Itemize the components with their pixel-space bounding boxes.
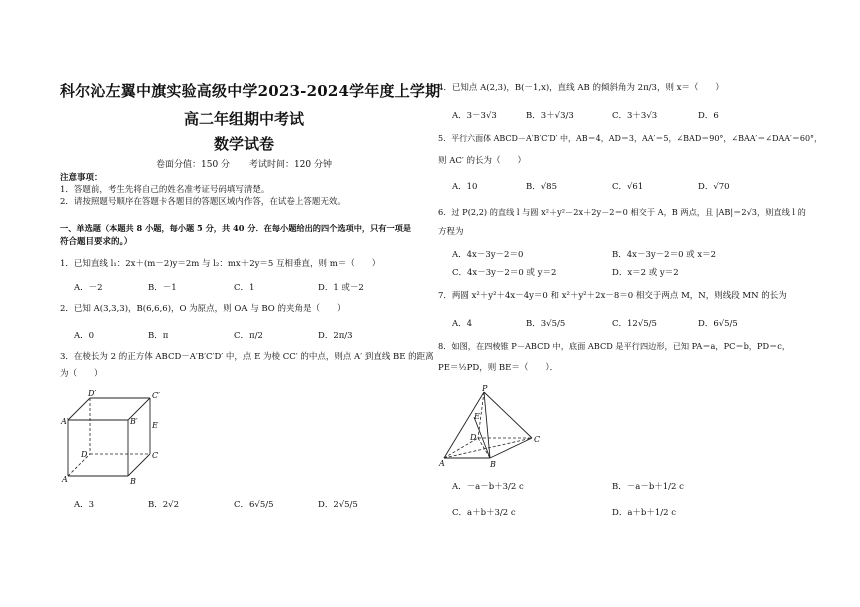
question-3-stem-cont: 为（ ） [60,369,103,379]
q8-option-d: D．a＋b＋1/2 c [612,508,676,518]
svg-text:P: P [482,384,488,393]
svg-text:C: C [152,451,159,460]
svg-text:B: B [490,460,496,469]
notice-heading: 注意事项： [60,173,103,183]
q3-option-a: A．3 [74,500,95,510]
svg-text:C′: C′ [152,391,160,400]
question-4-stem: 4．已知点 A(2,3)，B(－1,x)，直线 AB 的倾斜角为 2π/3，则 x＝（ ） [438,83,724,93]
question-8-stem: 8．如图，在四棱锥 P－ABCD 中，底面 ABCD 是平行四边形，已知 PA＝a，PC＝b，PD＝c， [438,341,791,351]
q4-option-a: A．3－3√3 [452,111,497,121]
section-heading-cont: 符合题目要求的。） [60,237,133,247]
question-1-stem: 1．已知直线 l₁：2x＋(m－2)y＝2m 与 l₂：mx＋2y＝5 互相垂直，则 m＝（ ） [60,259,381,269]
q1-option-c: C．1 [234,283,255,293]
q6-option-b: B．4x－3y－2＝0 或 x＝2 [612,250,717,260]
svg-text:D: D [81,450,88,459]
time-info: 考试时间：120 分钟 [248,160,332,170]
q7-option-d: D．6√5/5 [698,319,738,329]
question-7-stem: 7．两圆 x²＋y²＋4x－4y＝0 和 x²＋y²＋2x－8＝0 相交于两点 M，N，则线段 MN 的长为 [438,291,787,301]
q3-option-b: B．2√2 [148,500,179,510]
q8-option-c: C．a＋b＋3/2 c [452,508,516,518]
pyramid-figure [438,384,550,470]
q8-option-a: A．－a－b＋3/2 c [452,482,524,492]
question-6-stem: 6．过 P(2,2) 的直线 l 与圆 x²＋y²－2x＋2y－2＝0 相交于 A，B 两点，且 |AB|＝2√3，则直线 l 的 [438,207,806,217]
q7-option-b: B．3√5/5 [526,319,566,329]
question-8-stem-cont: PE＝½PD，则 BE＝（ ）． [438,363,559,373]
exam-title-line1: 科尔沁左翼中旗实验高级中学2023-2024学年度上学期 [60,82,441,100]
q3-option-d: D．2√5/5 [318,500,358,510]
exam-title-line2: 高二年组期中考试 [183,110,304,128]
q5-option-c: C．√61 [612,182,644,192]
question-6-stem-cont: 方程为 [438,227,464,237]
score-info: 卷面分值：150 分 [156,160,231,170]
svg-text:E: E [474,412,480,421]
q6-option-d: D．x＝2 或 y＝2 [612,268,679,278]
svg-text:E: E [152,421,158,430]
exam-title-line3: 数学试卷 [213,135,274,153]
q1-option-d: D．1 或－2 [318,283,364,293]
q2-option-c: C．π/2 [234,331,263,341]
svg-text:A: A [439,459,445,468]
question-3-stem: 3．在棱长为 2 的正方体 ABCD－A′B′C′D′ 中，点 E 为棱 CC′ 的中点，则点 A′ 到直线 BE 的距离 [60,352,434,362]
svg-text:B′: B′ [130,417,138,426]
svg-text:B: B [130,477,136,486]
svg-text:C: C [534,435,541,444]
right-column [438,0,830,607]
notice-item: 2．请按照题号顺序在答题卡各题目的答题区域内作答，在试卷上答题无效。 [60,197,346,207]
q6-option-c: C．4x－3y－2＝0 或 y＝2 [452,268,557,278]
q2-option-b: B．π [148,331,169,341]
exam-meta [60,157,428,170]
q6-option-a: A．4x－3y－2＝0 [452,250,524,260]
q5-option-a: A．10 [452,182,478,192]
q2-option-d: D．2π/3 [318,331,353,341]
q1-option-a: A．－2 [74,283,103,293]
q7-option-c: C．12√5/5 [612,319,657,329]
section-heading: 一、单选题（本题共 8 小题，每小题 5 分，共 40 分．在每小题给出的四个选项中，只有一项是 [60,223,412,233]
svg-text:D: D [470,433,477,442]
q4-option-c: C．3＋3√3 [612,111,658,121]
notice-item: 1．答题前，考生先将自己的姓名准考证号码填写清楚。 [60,185,270,195]
question-2-stem: 2．已知 A(3,3,3)，B(6,6,6)，O 为原点，则 OA 与 BO 的夹角是（ ） [60,304,346,314]
q8-option-b: B．－a－b＋1/2 c [612,482,684,492]
left-column [60,0,441,607]
q2-option-a: A．0 [74,331,95,341]
svg-text:D′: D′ [88,389,97,398]
question-5-stem: 5．平行六面体 ABCD－A′B′C′D′ 中，AB＝4，AD＝3，AA′＝5，∠BAD＝90°，∠BAA′＝∠DAA′＝60°， [438,134,823,143]
q1-option-b: B．－1 [148,283,177,293]
q5-option-d: D．√70 [698,182,730,192]
q4-option-d: D．6 [698,111,719,121]
q4-option-b: B．3＋√3/3 [526,111,574,121]
cube-figure [62,388,167,486]
svg-text:A′: A′ [61,417,69,426]
q3-option-c: C．6√5/5 [234,500,274,510]
question-5-stem-cont: 则 AC′ 的长为（ ） [438,156,526,166]
q7-option-a: A．4 [452,319,473,329]
q5-option-b: B．√85 [526,182,557,192]
svg-text:A: A [62,475,68,484]
